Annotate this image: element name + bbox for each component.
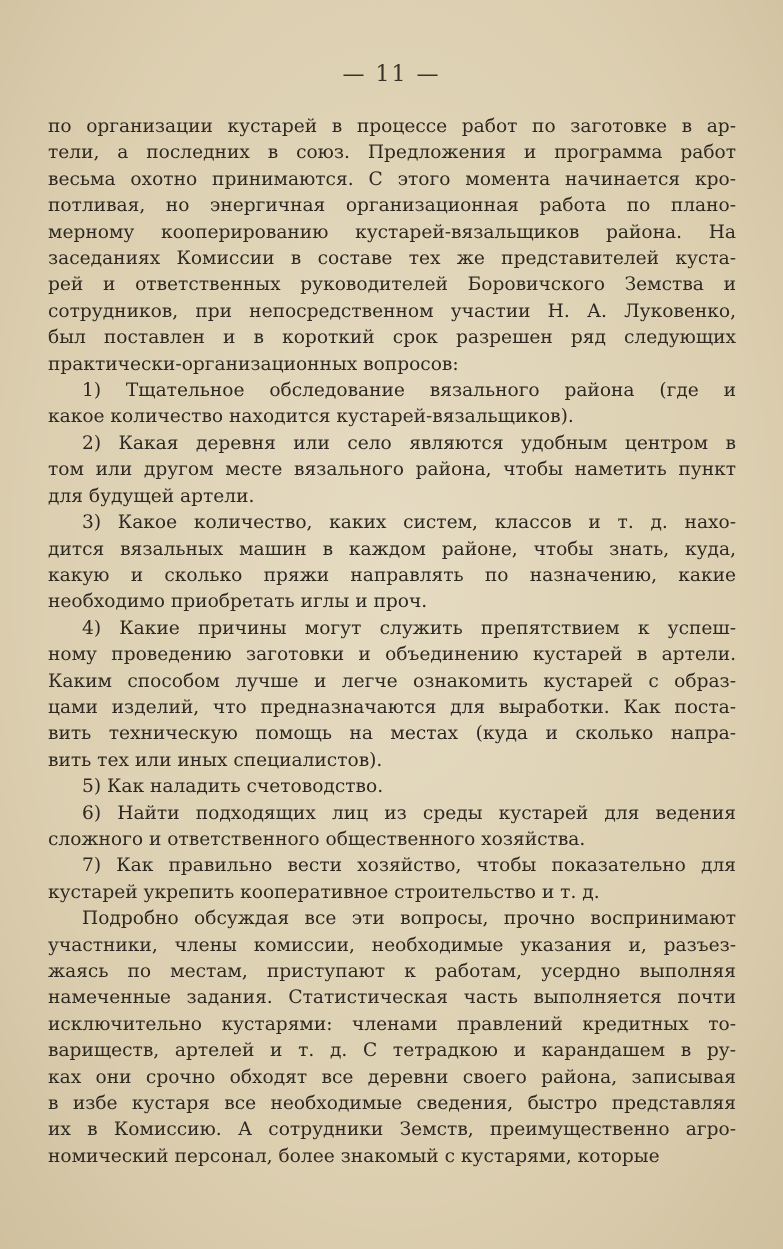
text-line: их в Комиссию. А сотрудники Земств, преимущественно агро- (48, 1119, 736, 1141)
text-line: исключительно кустарями: членами правлений кредитных то- (48, 1013, 736, 1035)
text-line: жаясь по местам, приступают к работам, усердно выполняя (48, 961, 736, 982)
text-line: был поставлен и в короткий срок разрешен ряд следующих (48, 327, 736, 349)
text-line: 3) Какое количество, каких систем, классов и т. д. нахо- (82, 512, 736, 534)
text-line: тели, а последних в союз. Предложения и программа работ (48, 142, 736, 164)
text-line: дится вязальных машин в каждом районе, чтобы знать, куда, (48, 538, 736, 560)
text-line: ному проведению заготовки и объединению кустарей в артели. (48, 644, 736, 666)
text-line: Подробно обсуждая все эти вопросы, прочно воспринимают (82, 908, 736, 930)
text-line: 6) Найти подходящих лиц из среды кустарей для ведения (82, 802, 736, 824)
text-line: намеченные задания. Статистическая часть выполняется почти (48, 987, 736, 1009)
text-line: 5) Как наладить счетоводство. (82, 776, 384, 798)
text-line: в избе кустаря все необходимые сведения, быстро представляя (48, 1093, 736, 1115)
text-line: 7) Как правильно вести хозяйство, чтобы показательно для (82, 855, 736, 877)
text-line: цами изделий, что предназначаются для выработки. Как поста- (48, 696, 736, 718)
text-line: какое количество находится кустарей-вязальщиков). (48, 406, 574, 428)
text-line: сложного и ответственного общественного хозяйства. (48, 828, 586, 850)
text-line: Каким способом лучше и легче ознакомить кустарей с образ- (48, 670, 736, 692)
text-line: номический персонал, более знакомый с кустарями, которые (48, 1145, 660, 1167)
text-line: рей и ответственных руководителей Боровичского Земства и (48, 274, 736, 296)
text-line: заседаниях Комиссии в составе тех же представителей куста- (48, 248, 736, 270)
text-line: мерному кооперированию кустарей-вязальщиков района. На (48, 221, 736, 243)
text-line: кустарей укрепить кооперативное строительство и т. д. (48, 881, 600, 903)
text-line: том или другом месте вязального района, чтобы наметить пункт (48, 459, 736, 481)
text-line: сотрудников, при непосредственном участии Н. А. Луковенко, (48, 300, 736, 322)
page-body (48, 114, 736, 1170)
text-line: вить техническую помощь на местах (куда и сколько напра- (48, 723, 736, 745)
text-line: участники, члены комиссии, необходимые указания и, разъез- (48, 934, 736, 956)
page-number-header: — 11 — (342, 62, 441, 87)
text-line: какую и сколько пряжи направлять по назначению, какие (48, 564, 736, 586)
text-line: ках они срочно обходят все деревни своего района, записывая (48, 1066, 736, 1088)
text-line: по организации кустарей в процессе работ по заготовке в ар- (48, 116, 736, 137)
text-line: вариществ, артелей и т. д. С тетрадкою и карандашем в ру- (48, 1040, 736, 1062)
text-line: 4) Какие причины могут служить препятствием к успеш- (82, 617, 736, 639)
text-line: весьма охотно принимаются. С этого момента начинается кро- (48, 168, 736, 190)
text-line: необходимо приобретать иглы и проч. (48, 591, 428, 613)
text-line: вить тех или иных специалистов). (48, 749, 383, 771)
text-line: практически-организационных вопросов: (48, 353, 459, 375)
text-line: для будущей артели. (48, 485, 255, 507)
text-line: потливая, но энергичная организационная работа по плано- (48, 195, 736, 217)
text-line: 1) Тщательное обследование вязального района (где и (82, 380, 736, 402)
text-line: 2) Какая деревня или село являются удобным центром в (82, 432, 736, 454)
